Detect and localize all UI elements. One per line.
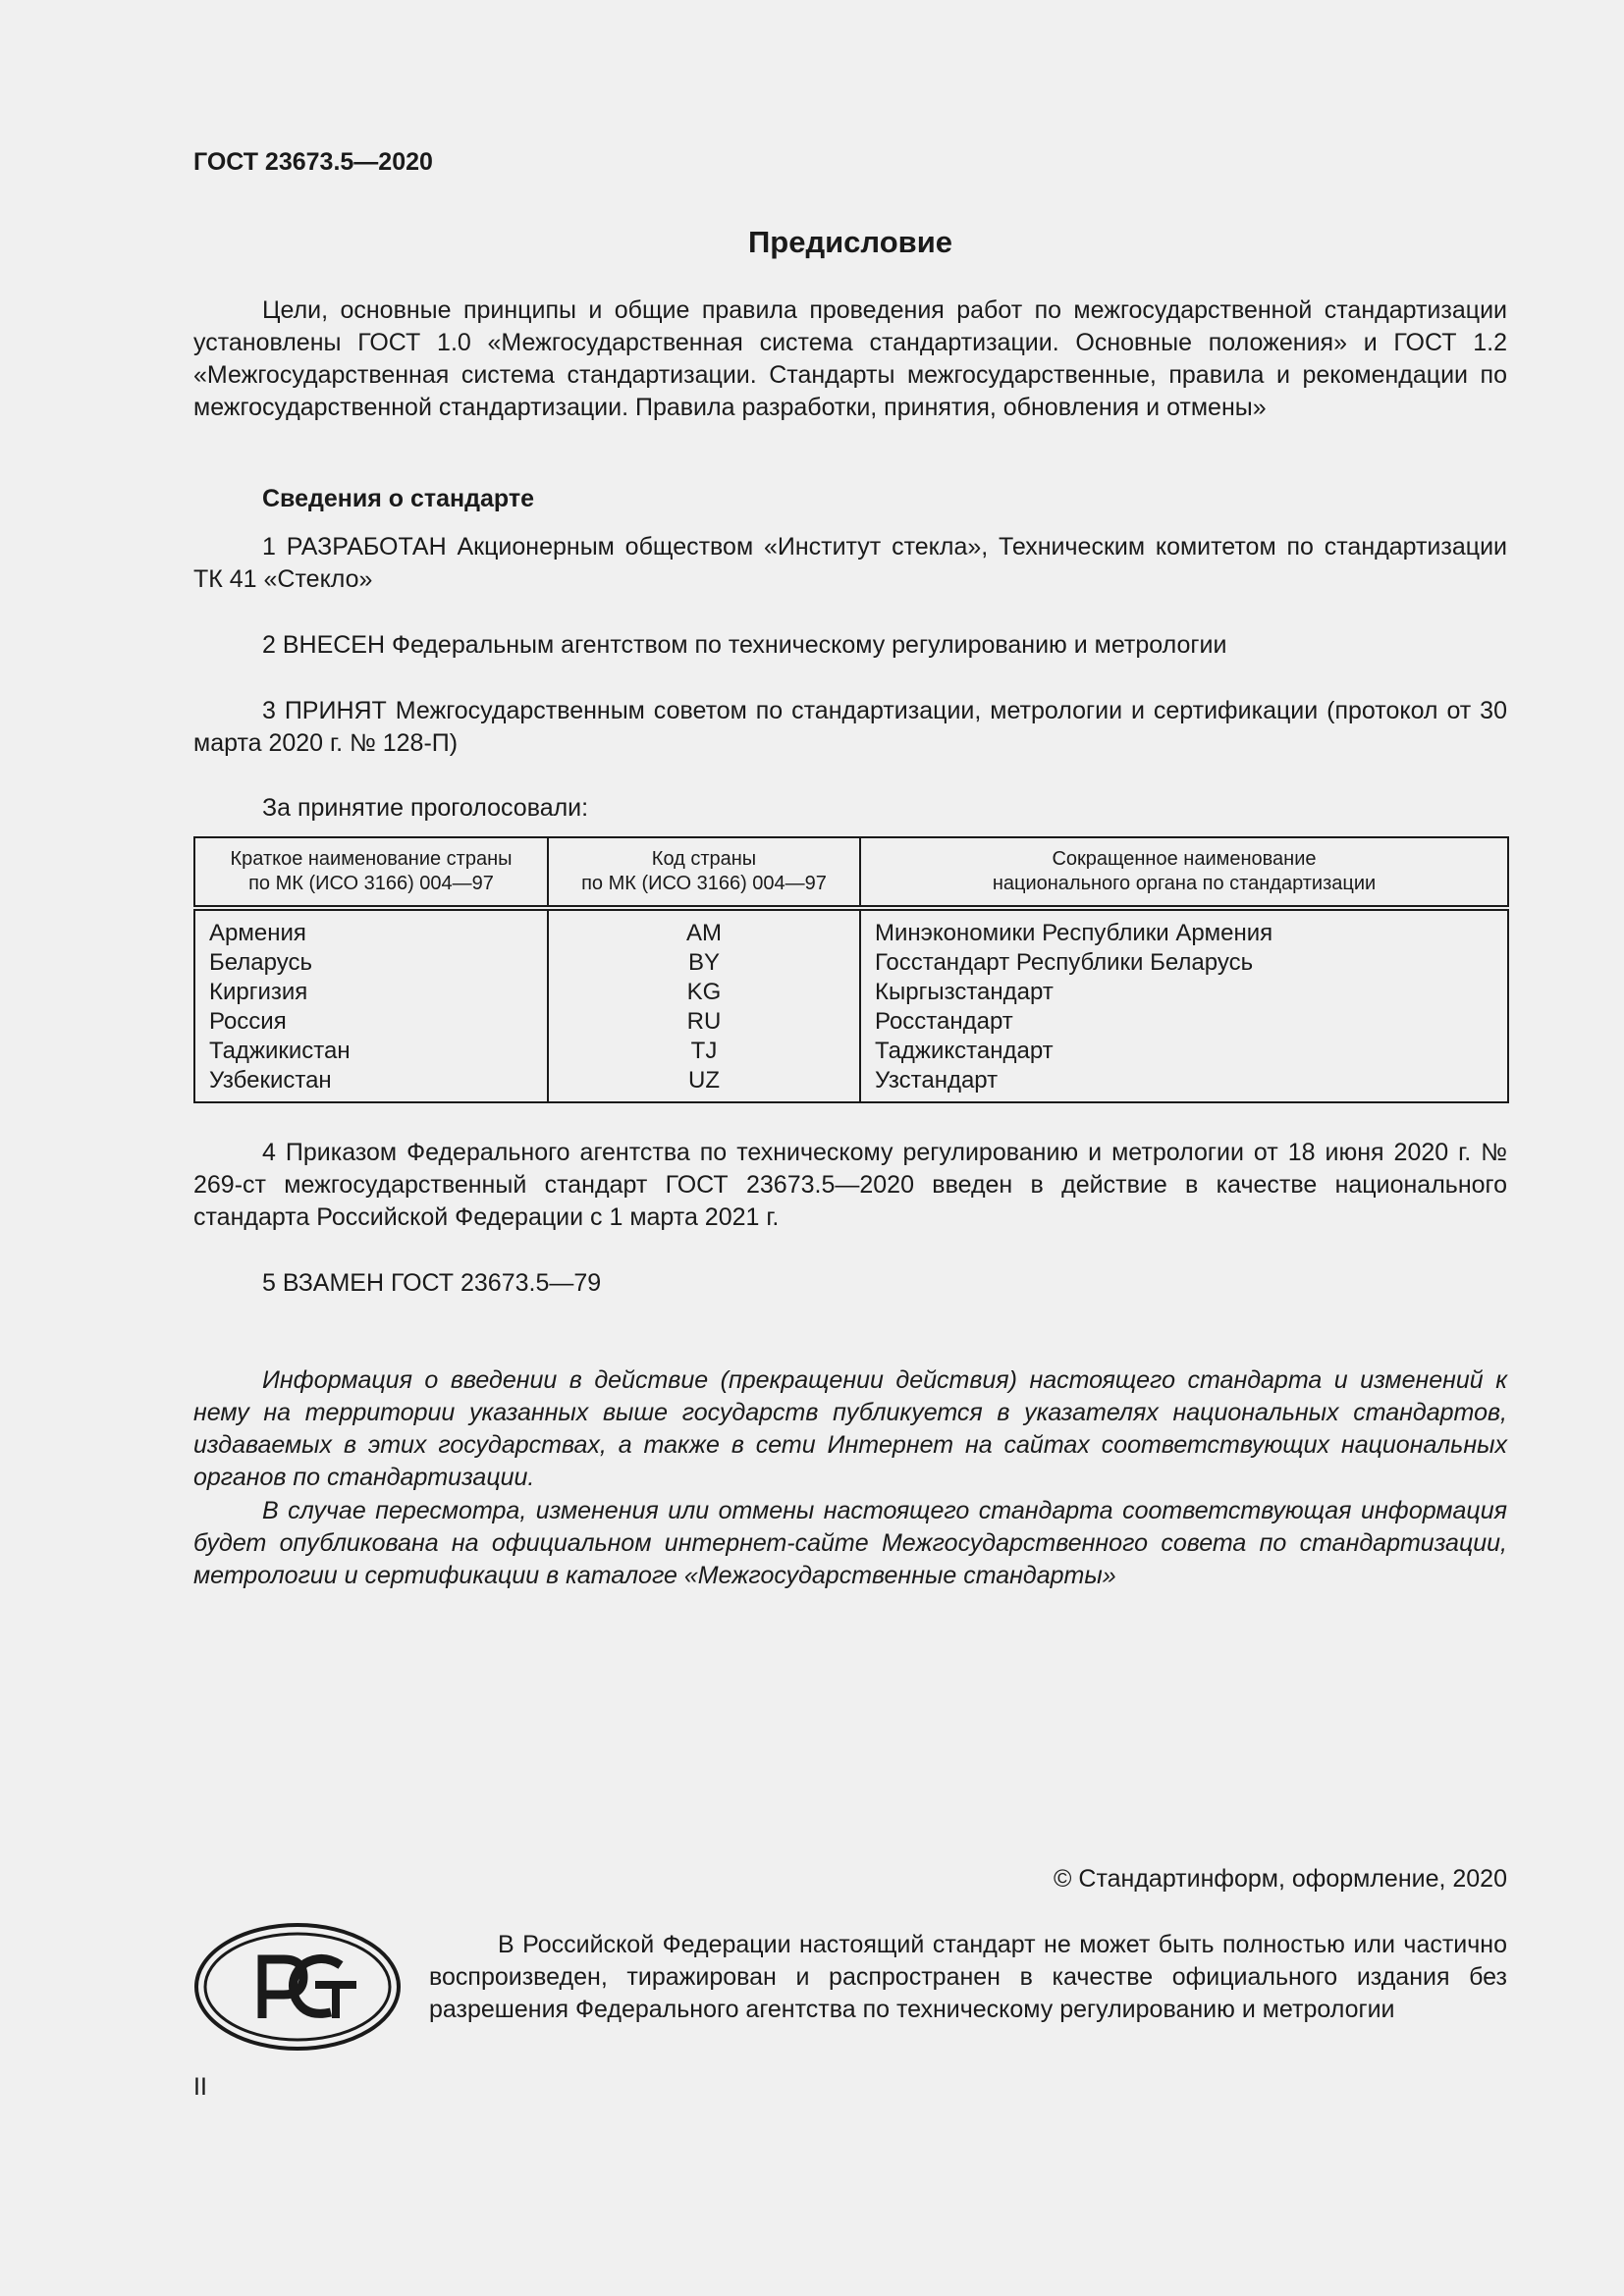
table-body-row xyxy=(194,908,1508,1102)
info-heading: Сведения о стандарте xyxy=(262,485,535,512)
table-header-row xyxy=(194,837,1508,908)
intro-paragraph: Цели, основные принципы и общие правила проведения работ по межгосударственной стандартизации установлены ГОСТ 1.0 «Межгосударственная система стандартизации. Основные положения» и ГОСТ 1.2 «Межгосударственная система стандартизации. Стандарты межгосударственные, правила и рекомендации по межгосударственной стандартизации. Правила разработки, принятия, обновления и отмены» xyxy=(193,296,1507,421)
standard-code: ГОСТ 23673.5—2020 xyxy=(193,148,433,176)
item-3-adopted: 3 ПРИНЯТ Межгосударственным советом по стандартизации, метрологии и сертификации (протокол от 30 марта 2020 г. № 128-П) xyxy=(193,697,1507,757)
page-title: Предисловие xyxy=(747,225,952,259)
note-revision: В случае пересмотра, изменения или отмены настоящего стандарта соответствующая информация будет опубликована на официальном интернет-сайте Межгосударственного совета по стандартизации, метрологии и сертификации в каталоге «Межгосударственные стандарты» xyxy=(193,1497,1507,1589)
item-5-replaces: 5 ВЗАМЕН ГОСТ 23673.5—79 xyxy=(262,1269,602,1297)
header-body: Сокращенное наименование национального органа по стандартизации xyxy=(860,837,1508,908)
item-2-submitted: 2 ВНЕСЕН Федеральным агентством по техническому регулированию и метрологии xyxy=(262,631,1227,659)
copyright: © Стандартинформ, оформление, 2020 xyxy=(1054,1865,1507,1893)
body-column: Минэкономики Республики Армения Госстандарт Республики Беларусь Кыргызстандарт Росстандарт Таджикстандарт Узстандарт xyxy=(860,908,1508,1102)
item-1-developed: 1 РАЗРАБОТАН Акционерным обществом «Институт стекла», Техническим комитетом по стандартизации ТК 41 «Стекло» xyxy=(193,533,1507,593)
header-code: Код страны по МК (ИСО 3166) 004—97 xyxy=(548,837,860,908)
voted-label: За принятие проголосовали: xyxy=(262,794,589,822)
reproduction-notice: В Российской Федерации настоящий стандарт не может быть полностью или частично воспроизведен, тиражирован и распространен в качестве официального издания без разрешения Федерального агентства по техническому регулированию и метрологии xyxy=(429,1931,1507,2023)
header-country: Краткое наименование страны по МК (ИСО 3166) 004—97 xyxy=(194,837,548,908)
country-column: Армения Беларусь Киргизия Россия Таджикистан Узбекистан xyxy=(194,908,548,1102)
note-publication: Информация о введении в действие (прекращении действия) настоящего стандарта и изменений к нему на территории указанных выше государств публикуется в указателях национальных стандартов, издаваемых в этих государствах, а также в сети Интернет на сайтах соответствующих национальных органов по стандартизации. xyxy=(193,1366,1507,1491)
voting-table xyxy=(193,836,1509,1103)
code-column: AM BY KG RU TJ UZ xyxy=(548,908,860,1102)
page-number: II xyxy=(193,2073,207,2101)
rst-logo-icon xyxy=(193,1922,402,2052)
item-4-order: 4 Приказом Федерального агентства по техническому регулированию и метрологии от 18 июня 2020 г. № 269-ст межгосударственный стандарт ГОСТ 23673.5—2020 введен в действие в качестве национального стандарта Российской Федерации с 1 марта 2021 г. xyxy=(193,1139,1507,1231)
